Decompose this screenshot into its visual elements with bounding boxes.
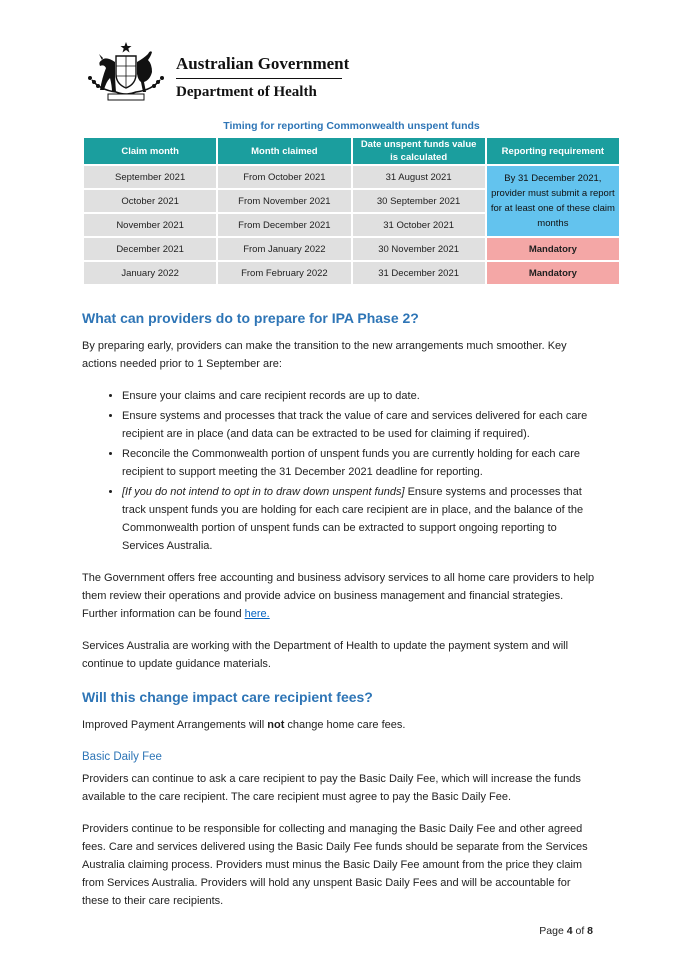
- section-heading-fees: Will this change impact care recipient fees?: [82, 689, 373, 705]
- month-claimed-cell: From October 2021: [218, 166, 350, 188]
- document-body: [82, 308, 597, 924]
- list-item: • Reconcile the Commonwealth portion of unspent funds you are currently holding for each care recipient to support meeting the 31 December 2021 deadline for reporting.: [122, 445, 597, 481]
- list-item: [122, 483, 597, 555]
- calculated-date-cell: 31 August 2021: [353, 166, 485, 188]
- responsibility-paragraph: Providers continue to be responsible for collecting and managing the Basic Daily Fee and other agreed fees. Care and services delivered using the Basic Daily Fee funds should be separate from the Services Australia claiming process. Providers must minus the Basic Daily Fee amount from the price they claim from Services Australia. Providers will hold any unspent Basic Daily Fees and will be accountable for these to their care recipients.: [82, 823, 588, 907]
- section-heading-prepare: What can providers do to prepare for IPA Phase 2?: [82, 310, 419, 326]
- page-of: of: [572, 925, 588, 937]
- header-divider: [176, 78, 342, 79]
- column-header: Claim month: [84, 138, 216, 164]
- column-header: Reporting requirement: [487, 138, 619, 164]
- calculated-date-cell: 30 September 2021: [353, 190, 485, 212]
- claim-month-cell: November 2021: [84, 214, 216, 236]
- calculated-date-cell: 31 October 2021: [353, 214, 485, 236]
- claim-month-cell: September 2021: [84, 166, 216, 188]
- reporting-requirement-cell: By 31 December 2021, provider must submit a report for at least one of these claim months: [487, 166, 619, 236]
- subheading-basic-daily-fee: Basic Daily Fee: [82, 751, 162, 763]
- column-header: Month claimed: [218, 138, 350, 164]
- table-row: [84, 166, 619, 188]
- mandatory-badge: Mandatory: [487, 238, 619, 260]
- header: [82, 40, 352, 110]
- table-title: Timing for reporting Commonwealth unspent funds: [223, 120, 480, 132]
- italic-condition: [If you do not intend to opt in to draw down unspent funds]: [122, 486, 405, 498]
- page-number: [539, 925, 593, 937]
- table-header-row: [84, 138, 619, 164]
- government-name: Australian Government: [176, 54, 350, 73]
- month-claimed-cell: From February 2022: [218, 262, 350, 284]
- calculated-date-cell: 30 November 2021: [353, 238, 485, 260]
- month-claimed-cell: From November 2021: [218, 190, 350, 212]
- timing-table: [82, 136, 621, 286]
- coat-of-arms-logo: [82, 40, 170, 104]
- calculated-date-cell: 31 December 2021: [353, 262, 485, 284]
- list-item: • Ensure your claims and care recipient records are up to date.: [122, 387, 597, 405]
- fees-text-end: change home care fees.: [284, 719, 406, 731]
- list-item-text: Ensure systems and processes that track unspent funds you are holding for each care recipient are in place, and the balance of the Commonwealth portion of unspent funds can be extracted to support ongoing reporting to Services Australia.: [122, 486, 584, 552]
- list-item: • Ensure systems and processes that track the value of care and services delivered for each care recipient are in place (and data can be extracted to be used for claiming if required).: [122, 407, 597, 443]
- page-prefix: Page: [539, 925, 567, 937]
- intro-paragraph: By preparing early, providers can make the transition to the new arrangements much smoother. Key actions needed prior to 1 September are:: [82, 340, 567, 370]
- key-actions-list: [82, 387, 597, 555]
- fees-emphasis: not: [267, 719, 285, 731]
- advisory-paragraph: [82, 569, 597, 623]
- column-header: Date unspent funds value is calculated: [353, 138, 485, 164]
- here-link[interactable]: here.: [244, 608, 270, 620]
- claim-month-cell: December 2021: [84, 238, 216, 260]
- basic-fee-paragraph: Providers can continue to ask a care recipient to pay the Basic Daily Fee, which will increase the funds available to the care recipient. The care recipient must agree to pay the Basic Daily Fee.: [82, 773, 581, 803]
- department-name: Department of Health: [176, 84, 317, 100]
- fees-paragraph: [82, 716, 597, 734]
- table-row: [84, 262, 619, 284]
- page-current: 4: [566, 925, 573, 937]
- mandatory-badge: Mandatory: [487, 262, 619, 284]
- page-total: 8: [587, 925, 593, 937]
- month-claimed-cell: From December 2021: [218, 214, 350, 236]
- claim-month-cell: October 2021: [84, 190, 216, 212]
- advisory-text: The Government offers free accounting and business advisory services to all home care providers to help them review their operations and provide advice on business management and financial strategies. Further information can be found: [82, 572, 595, 620]
- services-paragraph: Services Australia are working with the Department of Health to update the payment system and will continue to update guidance materials.: [82, 640, 569, 670]
- claim-month-cell: January 2022: [84, 262, 216, 284]
- month-claimed-cell: From January 2022: [218, 238, 350, 260]
- fees-text: Improved Payment Arrangements will: [82, 719, 268, 731]
- table-row: [84, 238, 619, 260]
